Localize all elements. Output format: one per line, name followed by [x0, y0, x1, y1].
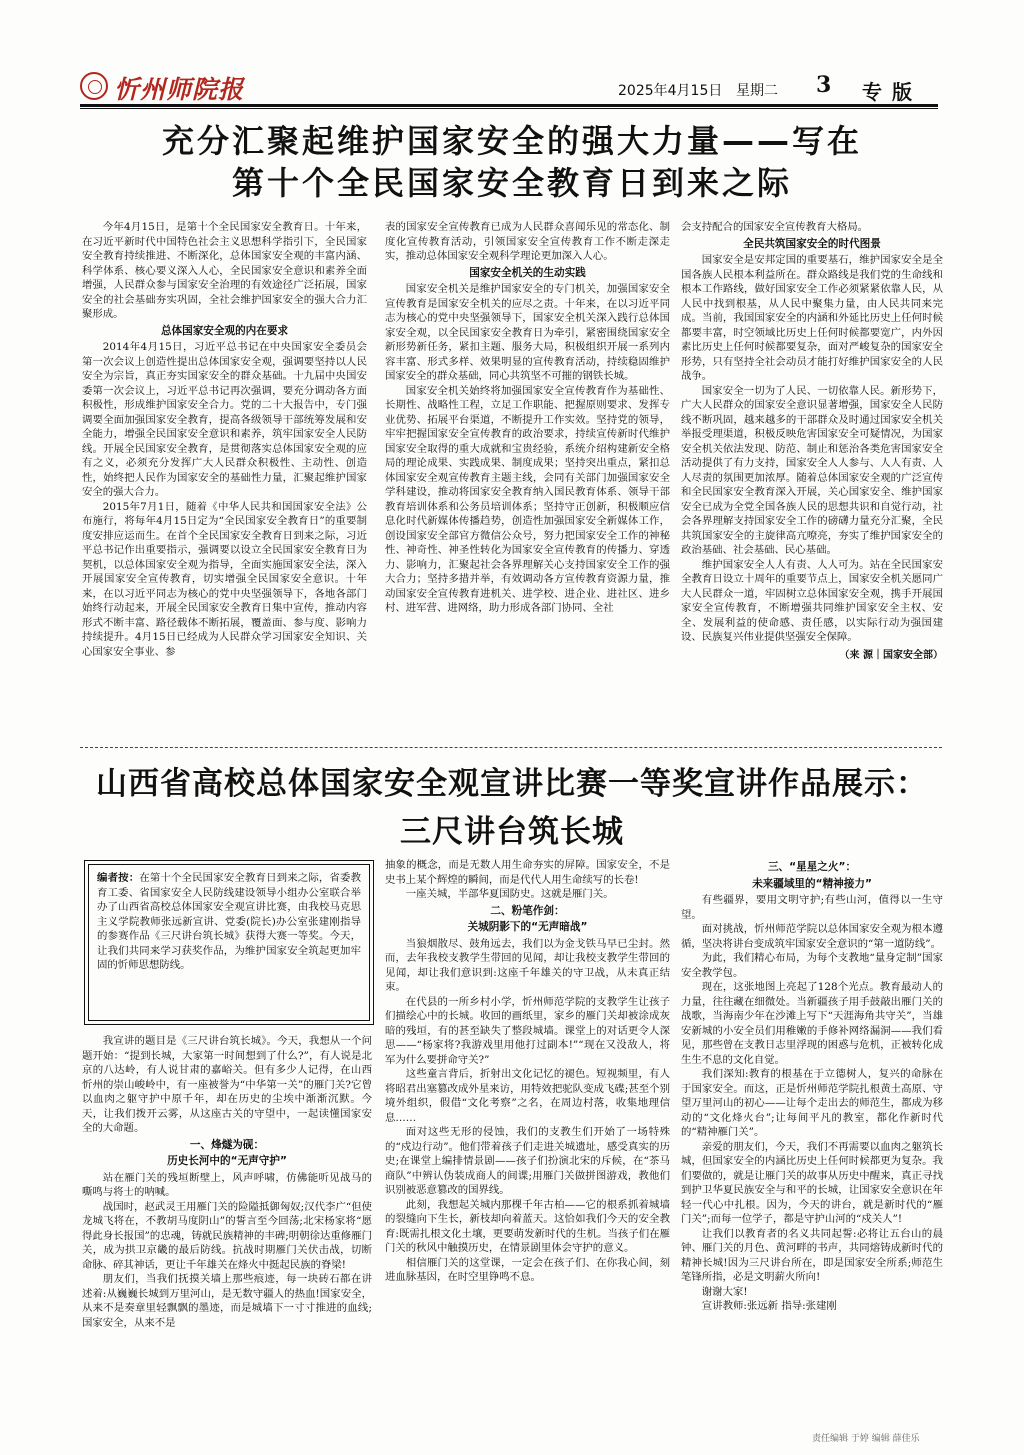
paragraph: 国家安全一切为了人民、一切依靠人民。新形势下，广大人民群众的国家安全意识显著增强，国家安全人民防线不断巩固，越来越多的干部群众及时通过国家安全机关举报受理渠道，积极反映危害国家安全可疑情况，为国家安全机关依法发现、防范、制止和惩治各类危害国家安全活动提供了有力支持，国家安全人人参与、人人有责、人人尽责的氛围更加浓厚。随着总体国家安全观的广泛宣传和全民国家安全教育深入开展，关心国家安全、维护国家安全已成为全党全国各族人民的思想共识和自觉行动，社会各界理解支持国家安全工作的磅礴力量充分汇聚，全民共筑国家安全的主旋律高亢嘹亮，夯实了维护国家安全的政治基础、社会基础、民心基础。 — [681, 384, 943, 556]
page-number: 3 — [816, 72, 832, 98]
paragraph: 2014年4月15日，习近平总书记在中央国家安全委员会第一次会议上创造性提出总体国家安全观，强调要坚持以人民安全为宗旨，真正夯实国家安全的群众基础。十九届中央国安委第一次会议上，习近平总书记再次强调，要充分调动各方面积极性，形成维护国家安全合力。党的二十大报告中，专门强调要全面加强国家安全教育，提高各级领导干部统筹发展和安全能力，增强全民国家安全意识和素养，筑牢国家安全人民防线。开展全民国家安全教育，是贯彻落实总体国家安全观的应有之义，必须充分发挥广大人民群众积极性、主动性、创造性，始终把人民作为国家安全的基础性力量，汇聚起维护国家安全的强大合力。 — [82, 341, 367, 498]
article1-title-line1: 充分汇聚起维护国家安全的强大力量——写在 — [161, 122, 862, 160]
paragraph: 朋友们，当我们抚摸关墙上那些痕迹，每一块砖石都在讲述着:从巍巍长城到万里河山，是无数守疆人的热血!国家安全，从来不是奏章里轻飘飘的墨迹，而是城墙下一寸寸推进的血线;国家安全，从来不是 — [82, 1273, 372, 1329]
section-heading: 三、“星星之火”： — [767, 861, 857, 873]
editor-credit: 责任编辑 于婷 编辑 薛佳乐 — [812, 1434, 920, 1444]
section-heading: 关城阴影下的“无声暗战” — [467, 921, 588, 933]
paragraph: 战国时，赵武灵王用雁门关的险隘抵御匈奴;汉代李广“但使龙城飞将在，不教胡马度阴山”的誓言至今回荡;北宋杨家将“愿得此身长报国”的忠魂，铸就民族精神的丰碑;明朝徐达重修雁门关，成为拱卫京畿的最后防线。抗战时期雁门关伏击战，切断命脉、碎其神话，更让千年雄关在烽火中挺起民族的脊梁! — [82, 1200, 372, 1271]
article2-column-3 — [681, 858, 943, 1430]
paragraph: 在代县的一所乡村小学，忻州师范学院的支教学生让孩子们描绘心中的长城。收回的画纸里，家乡的雁门关却被涂成灰暗的残垣，有的甚至缺失了整段城墙。课堂上的对话更令人深思——“杨家将?我游戏里用他打过副本!”“现在又没敌人，将军为什么要拼命守关?” — [385, 995, 670, 1066]
section-heading: 全民共筑国家安全的时代图景 — [743, 237, 881, 250]
section-heading: 一、烽燧为砚： — [189, 1138, 265, 1151]
issue-date: 2025年4月15日 — [618, 83, 723, 99]
paragraph: 谢谢大家! — [701, 1285, 748, 1298]
masthead — [80, 70, 940, 106]
paragraph: 国家安全机关始终将加强国家安全宣传教育作为基础性、长期性、战略性工程，立足工作职能、把握原则要求、发挥专业优势、拓展平台渠道，不断提升工作实效。坚持党的领导，牢牢把握国家安全宣传教育的政治要求，持续宣传新时代维护国家安全取得的重大成就和宝贵经验，系统介绍构建新安全格局的理论成果、实践成果、制度成果；坚持突出重点，紧扣总体国家安全观宣传教育主题主线，会同有关部门加强国家安全学科建设，推动将国家安全教育纳入国民教育体系、领导干部教育培训体系和公务员培训体系；坚持守正创新，积极顺应信息化时代新媒体传播趋势，创造性加强国家安全新媒体工作，创设国家安全部官方微信公众号，努力把国家安全工作的神秘性、神奇性、神圣性转化为国家安全宣传教育的传播力、穿透力、影响力，汇聚起社会各界理解关心支持国家安全工作的强大合力；坚持多措并举，有效调动各方宣传教育资源力量，推动国家安全宣传教育进机关、进学校、进企业、进社区、进乡村、进军营、进网络，助力形成各部门协同、全社 — [385, 384, 670, 614]
paragraph: 此刻，我想起关城内那棵千年古柏——它的根系抓着城墙的裂缝向下生长，新枝却向着蓝天。这恰如我们今天的安全教育:既需扎根文化土壤，更要萌发新时代的生机。当孩子们在雁门关的秋风中触摸历史，在情景剧里体会守护的意义。 — [385, 1198, 670, 1254]
school-seal-icon — [80, 72, 108, 100]
masthead-rule — [80, 104, 938, 107]
paragraph: 2015年7月1日，随着《中华人民共和国国家安全法》公布施行，将每年4月15日定为“全民国家安全教育日”的重要制度安排应运而生。在首个全民国家安全教育日到来之际，习近平总书记作出重要指示，强调要以设立全民国家安全教育日为契机，以总体国家安全观为指导，全面实施国家安全法，深入开展国家安全宣传教育，切实增强全民国家安全意识。十年来，在以习近平同志为核心的党中央坚强领导下，各地各部门始终行动起来，开展全民国家安全教育日集中宣传，推动内容形式不断丰富、路径载体不断拓展，覆盖面、参与度、影响力持续提升。4月15日已经成为人民群众学习国家安全知识、关心国家安全事业、参 — [82, 500, 367, 658]
paragraph: 相信雁门关的这堂课，一定会在孩子们、在你我心间，刻进血脉基因，在时空里铮鸣不息。 — [385, 1256, 670, 1283]
article2-title-line2: 三尺讲台筑长城 — [400, 814, 624, 850]
paragraph: 为此，我们精心布局，为每个支教地“量身定制”国家安全教学包。 — [681, 952, 943, 979]
article2-title-line1: 山西省高校总体国家安全观宣讲比赛一等奖宣讲作品展示： — [96, 766, 928, 802]
paragraph: 这些童言背后，折射出文化记忆的褪色。短视频里，有人将昭君出塞篡改成外星来访，用特效把驼队变成飞碟;甚至个别境外组织，假借“文化考察”之名，在周边村落，收集地理信息…… — [385, 1068, 670, 1124]
editor-note-text: 在第十个全民国家安全教育日到来之际，省委教育工委、省国家安全人民防线建设领导小组办公室联合举办了山西省高校总体国家安全观宣讲比赛，由我校马克思主义学院教师张远新宣讲、党委(院长)办公室张建刚指导的参赛作品《三尺讲台筑长城》获得大赛一等奖。今天，让我们共同来学习获奖作品，为维护国家安全筑起更加牢固的忻师思想防线。 — [97, 872, 362, 971]
editor-note-label: 编者按： — [97, 872, 140, 884]
article2-column-2 — [385, 858, 670, 1430]
section-heading: 历史长河中的“无声守护” — [167, 1155, 287, 1167]
article1-column-2 — [385, 220, 670, 742]
paragraph: 我们深知:教育的根基在于立德树人，复兴的命脉在于国家安全。而这，正是忻州师范学院扎根黄土高原、守望万里河山的初心——让每个走出去的师范生，都成为移动的“文化烽火台”;让每间平凡的教室，都化作新时代的“精神雁门关”。 — [681, 1068, 943, 1138]
article-divider — [80, 747, 942, 748]
paragraph: 一座关城，半部华夏国防史。这就是雁门关。 — [405, 888, 614, 900]
paragraph: 抽象的概念，而是无数人用生命夯实的屏障。国家安全，不是史书上某个辉煌的瞬间，而是代代人用生命续写的长卷! — [385, 859, 670, 886]
article2-column-1 — [82, 1034, 372, 1430]
paragraph: 有些疆界，要用文明守护;有些山河，值得以一生守望。 — [681, 894, 943, 921]
paragraph: 今年4月15日，是第十个全民国家安全教育日。十年来，在习近平新时代中国特色社会主义思想科学指引下，全民国家安全教育持续推进、不断深化，总体国家安全观的丰富内涵、科学体系、核心要义深入人心，全民国家安全意识和素养全面增强，人民群众参与国家安全治理的有效途径广泛拓展，国家安全的社会基础夯实巩固，全社会维护国家安全的强大合力汇聚形成。 — [82, 221, 367, 320]
paragraph: 国家安全机关是维护国家安全的专门机关，加强国家安全宣传教育是国家安全机关的应尽之责。十年来，在以习近平同志为核心的党中央坚强领导下，国家安全机关深入践行总体国家安全观，以全民国家安全教育日为牵引，紧密围绕国家安全新形势新任务，紧扣主题、服务大局，积极组织开展一系列内容丰富、形式多样、效果明显的宣传教育活动，持续稳固维护国家安全的群众基础，同心共筑坚不可摧的钢铁长城。 — [385, 283, 670, 382]
paragraph: 亲爱的朋友们，今天，我们不再需要以血肉之躯筑长城，但国家安全的内涵比历史上任何时候都更为复杂。我们要做的，就是让雁门关的故事从历史中醒来，真正寻找到护卫华夏民族安全与和平的长城，让国家安全意识在年轻一代心中扎根。因为，今天的讲台，就是新时代的“雁门关”;而每一位学子，都是守护山河的“戍关人”! — [681, 1140, 943, 1225]
section-heading: 未来疆域里的“精神接力” — [752, 877, 872, 890]
paragraph: 国家安全是安邦定国的重要基石，维护国家安全是全国各族人民根本利益所在。群众路线是我们党的生命线和根本工作路线，做好国家安全工作必须紧紧依靠人民，从人民中找到根基，从人民中聚集力量，由人民共同来完成。当前，我国国家安全的内涵和外延比历史上任何时候都要丰富，时空领域比历史上任何时候都要宽广，内外因素比历史上任何时候都要复杂，面对严峻复杂的国家安全形势，只有坚持全社会动员才能打好维护国家安全的人民战争。 — [681, 254, 943, 382]
paragraph: 面对挑战，忻州师范学院以总体国家安全观为根本遵循，坚决将讲台变成筑牢国家安全意识的“第一道防线”。 — [681, 923, 943, 950]
paragraph: 面对这些无形的侵蚀，我们的支教生们开始了一场特殊的“戍边行动”。他们带着孩子们走进关城遗址，感受真实的历史;在课堂上编排情景剧——孩子们扮演北宋的斥候，在“茶马商队”中辨认伪装成商人的间谍;用雁门关做拼图游戏，教他们识别被恶意篡改的国界线。 — [385, 1126, 670, 1196]
paragraph: 维护国家安全人人有责、人人可为。站在全民国家安全教育日设立十周年的重要节点上，国家安全机关愿同广大人民群众一道，牢固树立总体国家安全观，携手开展国家安全宣传教育，不断增强共同维护国家安全主权、安全、发展利益的使命感、责任感，以实际行动为强国建设、民族复兴伟业提供坚强安全保障。 — [681, 558, 943, 643]
paragraph: 会支持配合的国家安全宣传教育大格局。 — [681, 221, 869, 233]
article1-title-line2: 第十个全民国家安全教育日到来之际 — [231, 164, 792, 202]
issue-weekday: 星期二 — [736, 83, 778, 99]
article1-headline — [70, 120, 954, 204]
editor-note-box — [84, 860, 374, 1025]
paragraph: 现在，这张地图上亮起了128个光点。教育最动人的力量，往往藏在细微处。当新疆孩子用手鼓敲出雁门关的战歌，当海南少年在沙滩上写下“天涯海角共守关”，当雄安新城的小安全员们用稚嫩的手修补网络漏洞——我们看见，那些曾在支教日志里浮现的困惑与危机，正被转化成生生不息的文化自觉。 — [681, 981, 943, 1066]
article2-headline — [70, 760, 954, 856]
article1-source: （来 源｜国家安全部） — [839, 649, 943, 661]
paragraph: 宣讲教师:张远新 指导:张建刚 — [701, 1300, 837, 1312]
article1-column-1 — [82, 220, 367, 742]
masthead-rule-thin — [80, 108, 938, 109]
paragraph: 让我们以教育者的名义共同起誓:必将让五台山的晨钟、雁门关的月色、黄河畔的书声，共同熔铸成新时代的精神长城!因为三尺讲台所在，即是国家安全所系;师范生笔锋所指，必是文明薪火所向! — [681, 1227, 943, 1283]
paragraph: 我宣讲的题目是《三尺讲台筑长城》。今天，我想从一个问题开始：“提到长城，大家第一时间想到了什么?”，有人说是北京的八达岭，有人说甘肃的嘉峪关。但有多少人记得，在山西忻州的崇山峻岭中，有一座被誉为“中华第一关”的雁门关?它曾以血肉之躯守护中原千年，却在历史的尘埃中渐渐沉默。今天，让我们拨开云雾，从这座古关的守望中，一起读懂国家安全的大命题。 — [82, 1035, 372, 1134]
paragraph: 当狼烟散尽、鼓角远去，我们以为金戈铁马早已尘封。然而，去年我校支教学生带回的见闻，却让我校支教学生带回的见闻，却让我们意识到:这座千年雄关的守卫战，从未真正结束。 — [385, 937, 670, 993]
article1-column-3 — [681, 220, 943, 742]
section-heading: 二、粉笔作剑： — [490, 904, 565, 917]
paragraph: 表的国家安全宣传教育已成为人民群众喜闻乐见的常态化、制度化宣传教育活动，引领国家安全宣传教育工作不断走深走实，推动总体国家安全观科学理论更加深入人心。 — [385, 221, 670, 262]
section-heading: 国家安全机关的生动实践 — [469, 266, 586, 279]
paper-name: 忻州师院报 — [114, 75, 245, 104]
section-heading: 总体国家安全观的内在要求 — [160, 324, 289, 337]
section-name: 专版 — [862, 80, 922, 104]
paragraph: 站在雁门关的残垣断壁上，风声呼啸，仿佛能听见战马的嘶鸣与将士的呐喊。 — [82, 1171, 372, 1198]
